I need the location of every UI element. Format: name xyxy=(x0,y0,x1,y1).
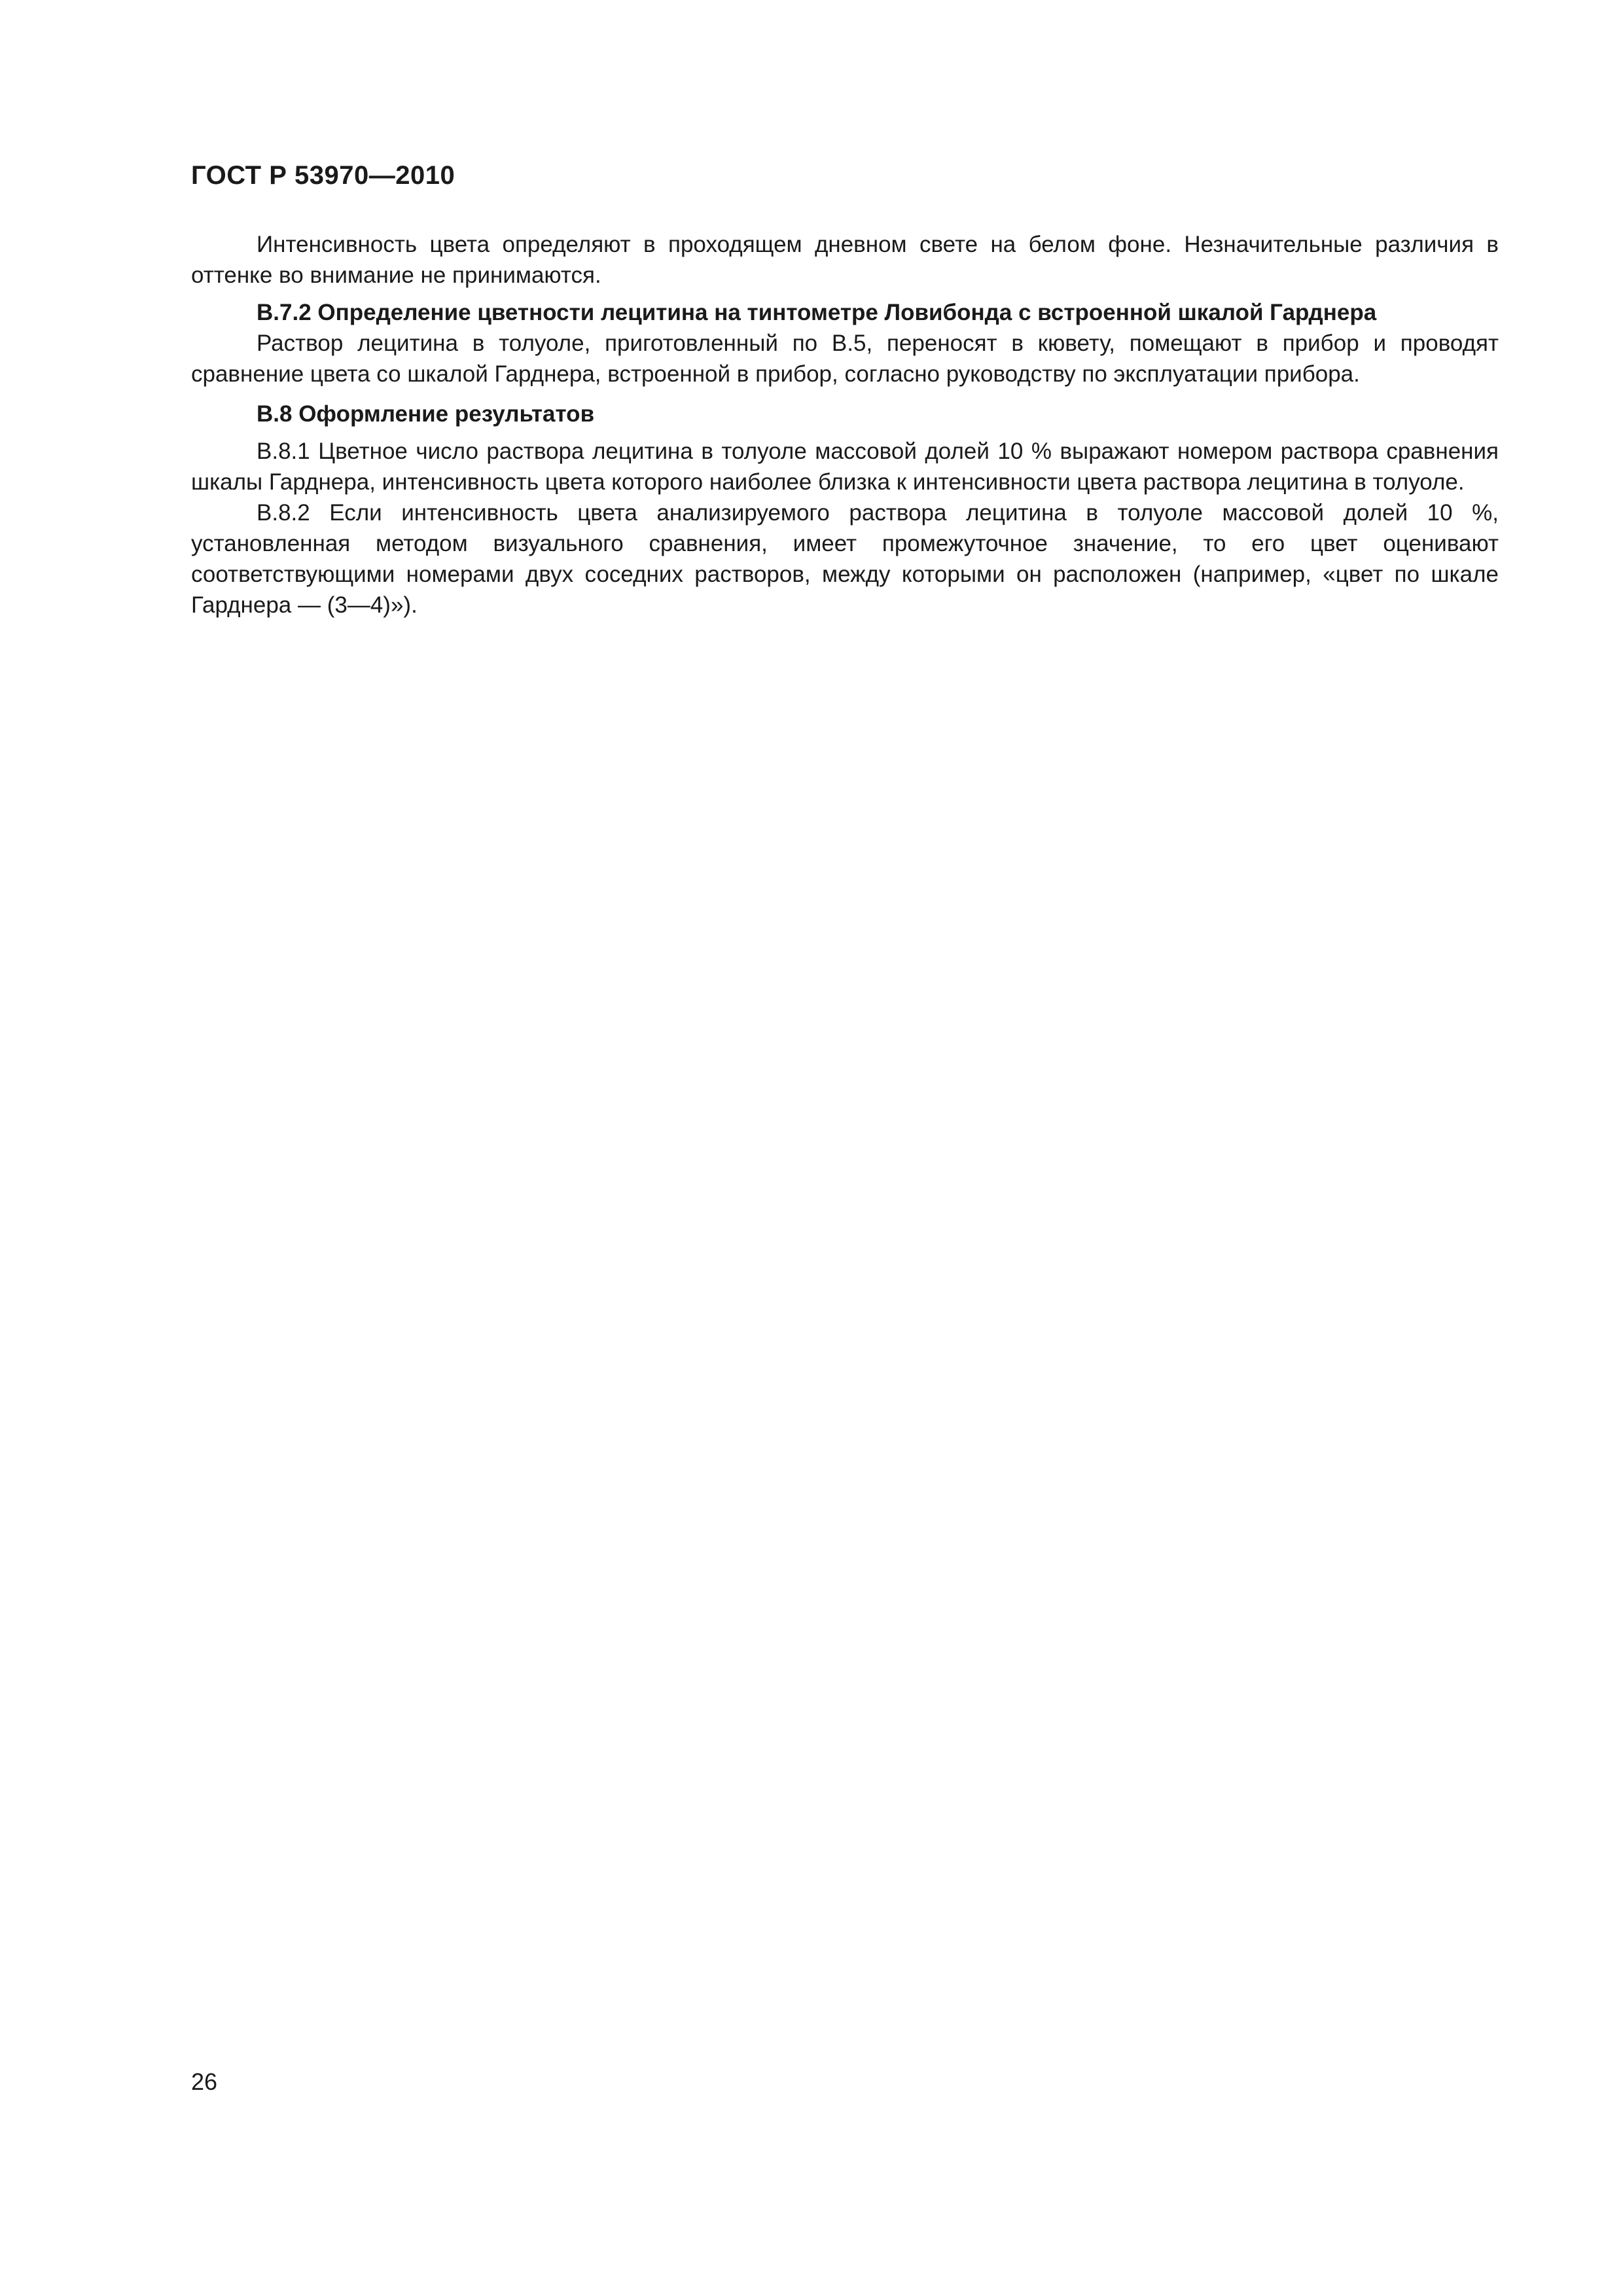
paragraph-b82: В.8.2 Если интенсивность цвета анализируемого раствора лецитина в толуоле массовой долей 10 %, установленная методом визуального сравнения, имеет промежуточное значение, то его цвет оценивают соответствующими номерами двух соседних растворов, между которыми он расположен (например, «цвет по шкале Гарднера — (3—4)»). xyxy=(191,500,1499,618)
paragraph-b81: В.8.1 Цветное число раствора лецитина в толуоле массовой долей 10 % выражают номером раствора сравнения шкалы Гарднера, интенсивность цвета которого наиболее близка к интенсивности цвета раствора лецитина в толуоле. xyxy=(191,439,1499,495)
document-body xyxy=(191,229,1499,620)
page-number: 26 xyxy=(191,2068,218,2095)
section-heading-b72: В.7.2 Определение цветности лецитина на тинтометре Ловибонда с встроенной шкалой Гарднера xyxy=(257,300,1377,325)
paragraph-color-intensity: Интенсивность цвета определяют в проходящем дневном свете на белом фоне. Незначительные различия в оттенке во внимание не принимаются. xyxy=(191,232,1499,288)
document-header: ГОСТ Р 53970—2010 xyxy=(191,161,455,190)
section-heading-b8: В.8 Оформление результатов xyxy=(257,401,595,427)
paragraph-lovibond-procedure: Раствор лецитина в толуоле, приготовленный по В.5, переносят в кювету, помещают в прибор и проводят сравнение цвета со шкалой Гарднера, встроенной в прибор, согласно руководству по эксплуатации прибора. xyxy=(191,331,1499,387)
